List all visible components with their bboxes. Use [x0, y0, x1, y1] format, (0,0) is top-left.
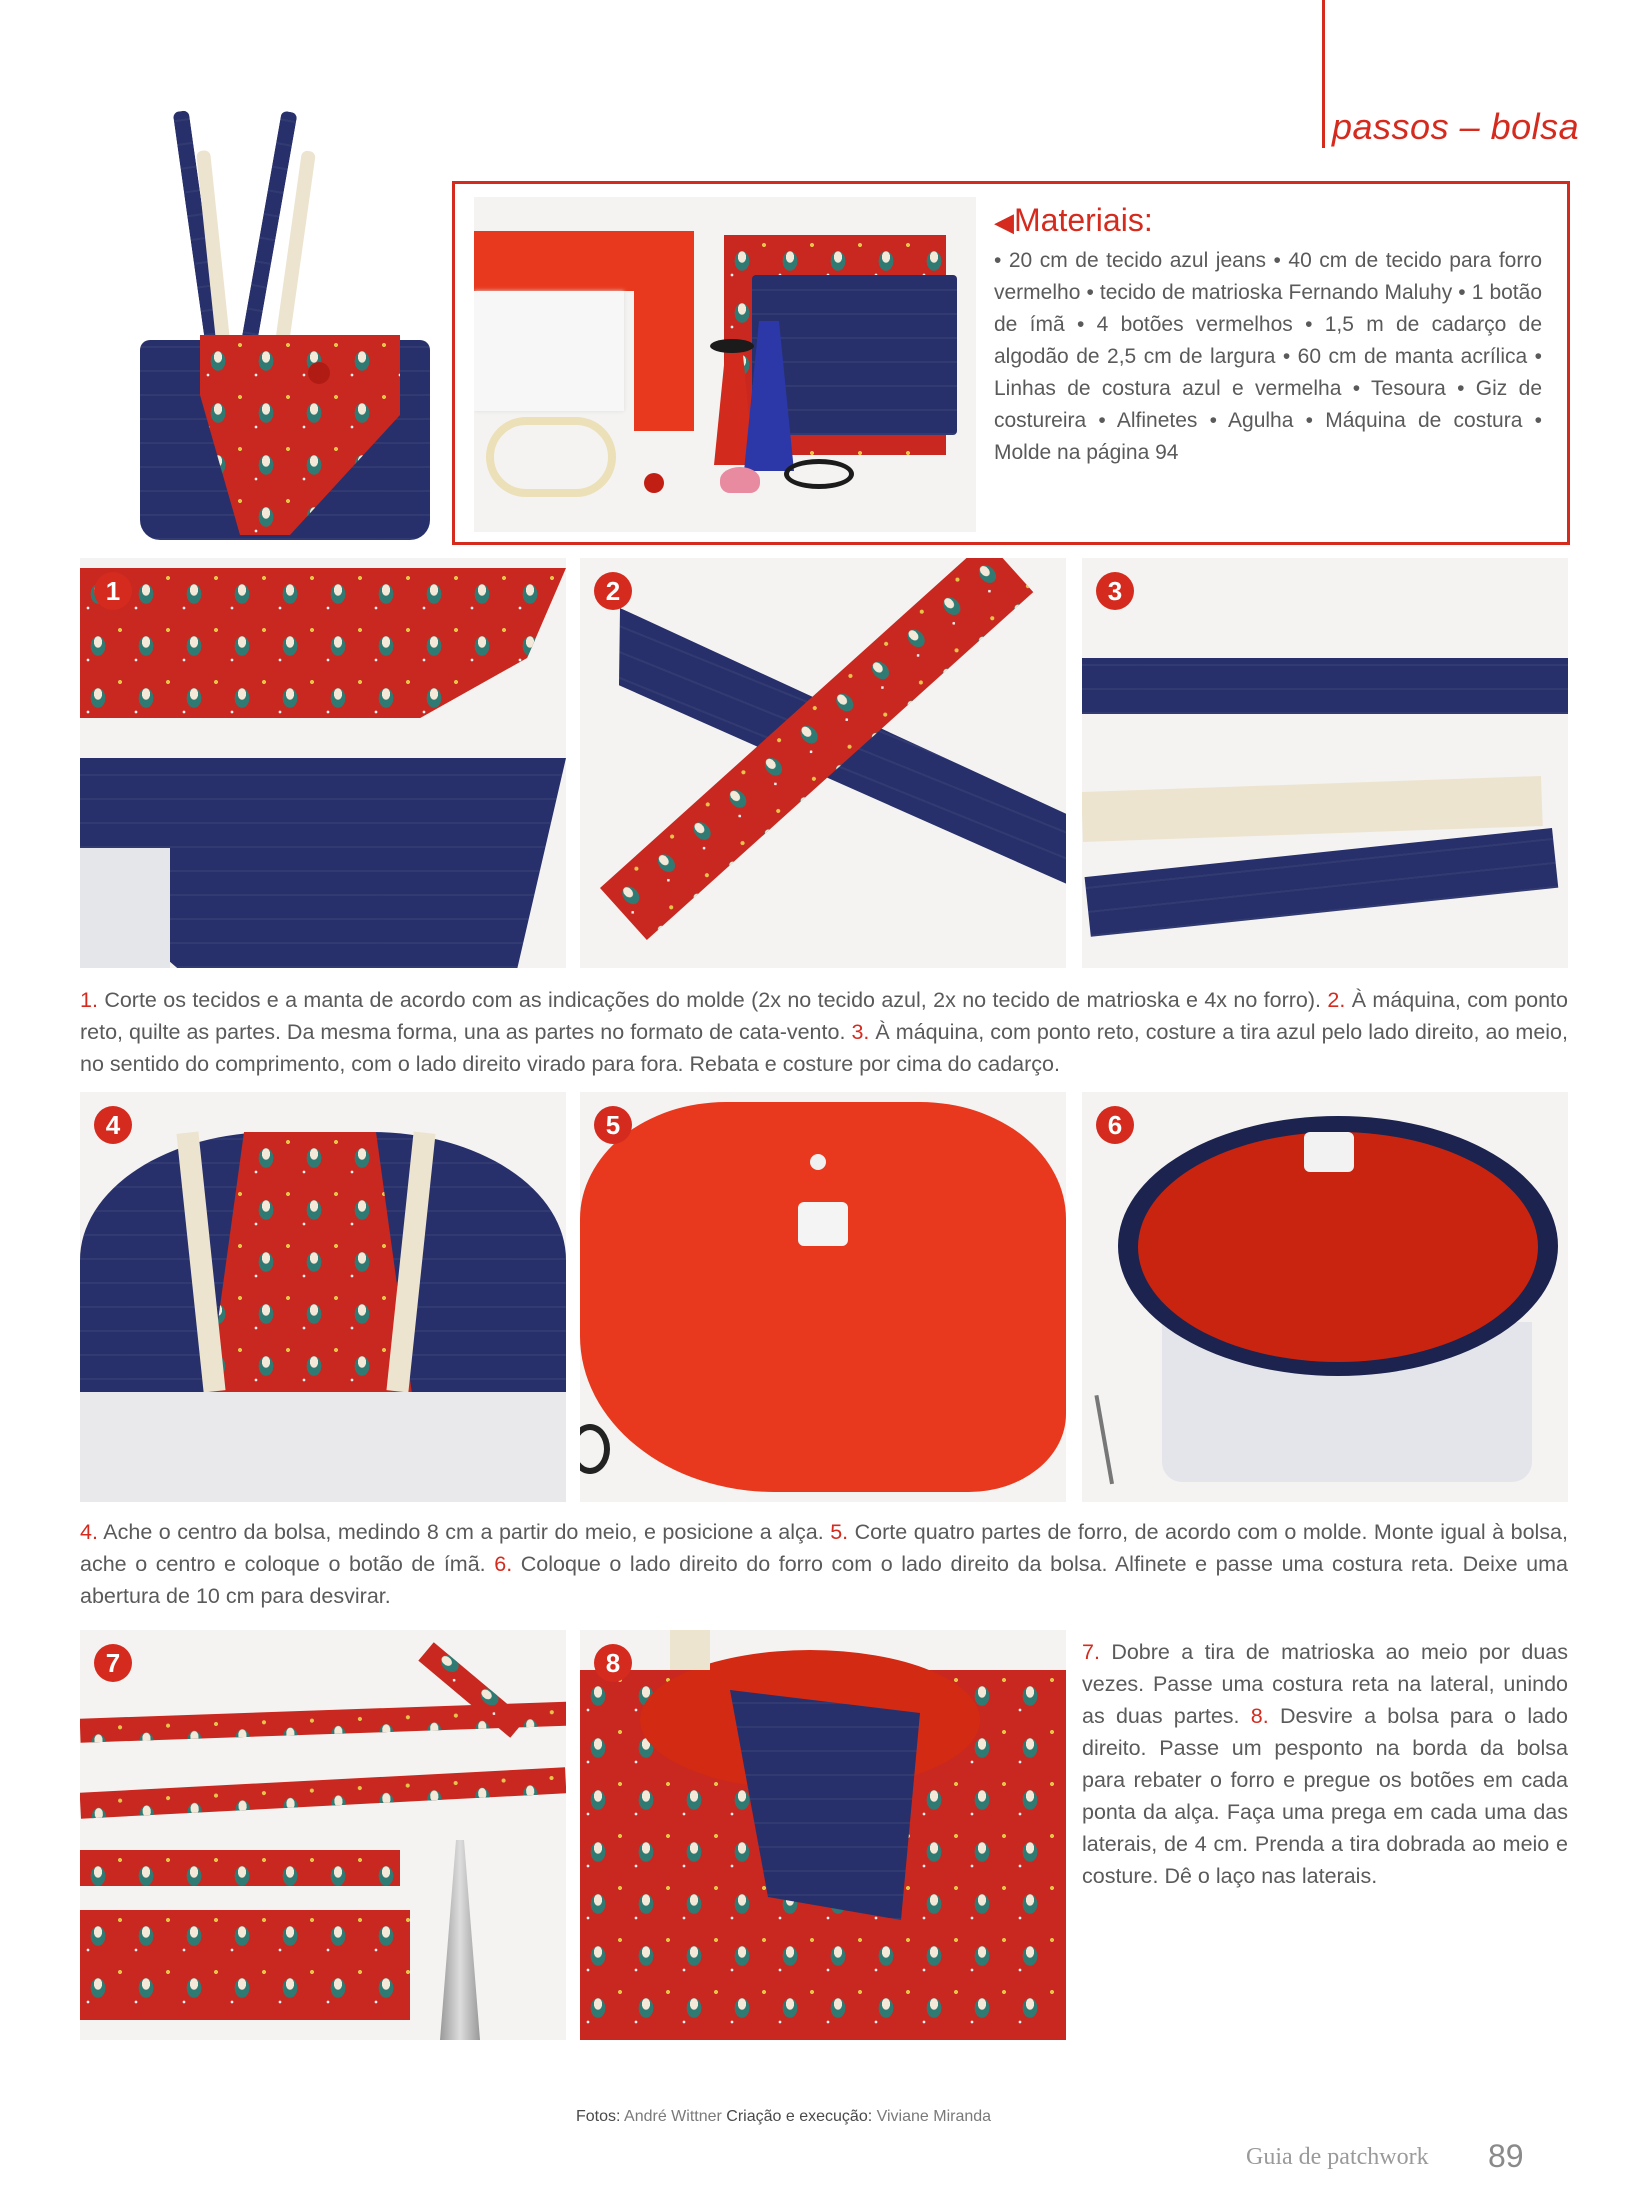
- header-divider: [1322, 0, 1325, 148]
- publication-name: Guia de patchwork: [1246, 2144, 1429, 2170]
- step-6-photo: [1082, 1092, 1568, 1502]
- materials-photo: [474, 197, 976, 532]
- steps-7-8-text: 7. Dobre a tira de matrioska ao meio por duas vezes. Passe uma costura reta na lateral, unindo as duas partes. 8. Desvire a bolsa para o lado direito. Passe um pesponto na borda da bolsa para rebater o forro e pregue os botões em cada ponta da alça. Faça uma prega em cada uma das laterais, de 4 cm. Prenda a tira dobrada ao meio e costure. Dê o laço nas laterais.: [1082, 1640, 1568, 1888]
- step-badge: 6: [1096, 1106, 1134, 1144]
- step-7-photo: [80, 1630, 566, 2040]
- page-number: 89: [1488, 2138, 1524, 2174]
- step-2-photo: [580, 558, 1066, 968]
- step-badge: 5: [594, 1106, 632, 1144]
- step-8-photo: [580, 1630, 1066, 2040]
- section-title: passos – bolsa: [1332, 106, 1580, 147]
- materials-title: ◀Materiais:: [994, 202, 1153, 238]
- steps-4-6-text: 4. Ache o centro da bolsa, medindo 8 cm a partir do meio, e posicione a alça. 5. Corte quatro partes de forro, de acordo com o molde. Monte igual à bolsa, ache o centro e coloque o botão de ímã. 6. Coloque o lado direito do forro com o lado direito da bolsa. Alfinete e passe uma costura reta. Deixe uma abertura de 10 cm para desvirar.: [80, 1520, 1568, 1608]
- step-4-photo: [80, 1092, 566, 1502]
- step-badge: 7: [94, 1644, 132, 1682]
- materials-list: • 20 cm de tecido azul jeans • 40 cm de tecido para forro vermelho • tecido de matrioska Fernando Maluhy • 1 botão de ímã • 4 botões vermelhos • 1,5 m de cadarço de algodão de 2,5 cm de largura • 60 cm de manta acrílica • Linhas de costura azul e vermelha • Tesoura • Giz de costureira • Alfinetes • Agulha • Máquina de costura • Molde na página 94: [994, 249, 1542, 464]
- photo-credits: Fotos: André Wittner Criação e execução: Viviane Miranda: [576, 2108, 992, 2125]
- step-badge: 4: [94, 1106, 132, 1144]
- step-badge: 8: [594, 1644, 632, 1682]
- step-badge: 2: [594, 572, 632, 610]
- step-badge: 3: [1096, 572, 1134, 610]
- steps-1-3-text: 1. Corte os tecidos e a manta de acordo com as indicações do molde (2x no tecido azul, 2x no tecido de matrioska e 4x no forro). 2. À máquina, com ponto reto, quilte as partes. Da mesma forma, una as partes no formato de cata-vento. 3. À máquina, com ponto reto, costure a tira azul pelo lado direito, ao meio, no sentido do comprimento, com o lado direito virado para fora. Rebata e costure por cima do cadarço.: [80, 988, 1568, 1076]
- step-1-photo: [80, 558, 566, 968]
- step-5-photo: [580, 1092, 1066, 1502]
- finished-bag-photo: [140, 100, 440, 545]
- step-badge: 1: [94, 572, 132, 610]
- step-3-photo: [1082, 558, 1568, 968]
